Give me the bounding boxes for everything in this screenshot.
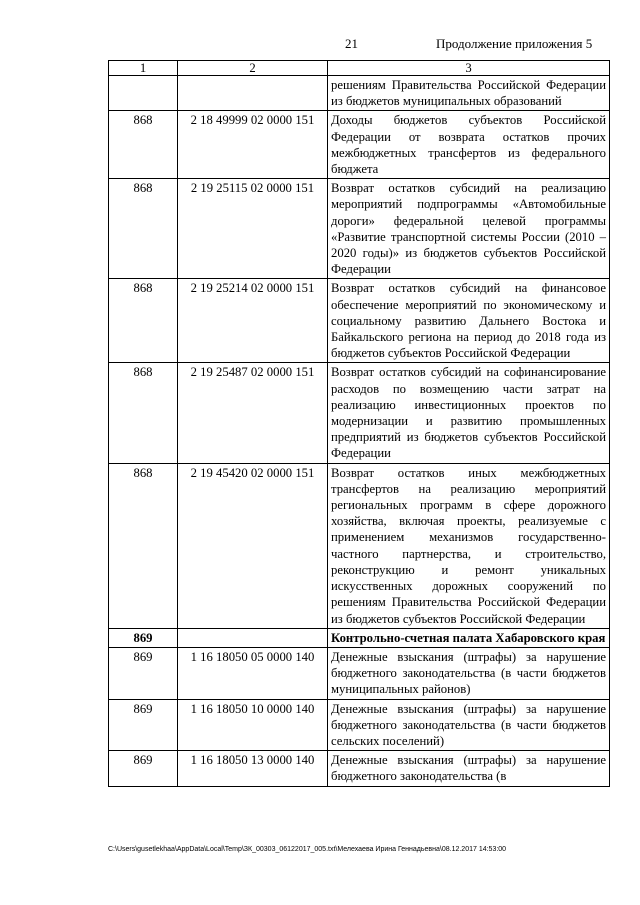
description-cell: решениям Правительства Российской Федерации из бюджетов муниципальных образований xyxy=(328,76,610,111)
admin-code-cell: 868 xyxy=(109,179,178,279)
table-row xyxy=(109,751,610,786)
revenue-codes-table xyxy=(108,60,610,787)
admin-code-cell: 869 xyxy=(109,628,178,647)
admin-code-cell: 868 xyxy=(109,111,178,179)
revenue-code-cell: 2 19 25487 02 0000 151 xyxy=(178,363,328,463)
description-cell: Возврат остатков субсидий на финансовое обеспечение мероприятий по экономическому и социальному развитию Дальнего Востока и Байкальского региона на период до 2018 года из бюджетов субъектов Российской Федерации xyxy=(328,279,610,363)
column-number: 3 xyxy=(328,61,610,76)
revenue-code-cell xyxy=(178,628,328,647)
description-cell: Денежные взыскания (штрафы) за нарушение бюджетного законодательства (в части бюджетов муниципальных районов) xyxy=(328,647,610,699)
admin-code-cell: 869 xyxy=(109,647,178,699)
table-row xyxy=(109,699,610,751)
description-cell: Доходы бюджетов субъектов Российской Федерации от возврата остатков прочих межбюджетных трансфертов из федерального бюджета xyxy=(328,111,610,179)
column-number-row xyxy=(109,61,610,76)
admin-code-cell: 868 xyxy=(109,363,178,463)
admin-code-cell: 868 xyxy=(109,463,178,628)
page-number: 21 xyxy=(345,36,358,51)
table-row xyxy=(109,76,610,111)
description-cell: Возврат остатков субсидий на софинансирование расходов по возмещению части затрат на реализацию инвестиционных проектов по модернизации и развитию промышленных предприятий из бюджетов субъектов Российской Федерации xyxy=(328,363,610,463)
table-row xyxy=(109,279,610,363)
description-cell: Возврат остатков субсидий на реализацию мероприятий подпрограммы «Автомобильные дороги» федеральной целевой программы «Развитие транспортной системы России (2010 – 2020 годы)» из бюджетов субъектов Российской Федерации xyxy=(328,179,610,279)
description-cell: Денежные взыскания (штрафы) за нарушение бюджетного законодательства (в части бюджетов сельских поселений) xyxy=(328,699,610,751)
revenue-code-cell: 1 16 18050 10 0000 140 xyxy=(178,699,328,751)
admin-code-cell xyxy=(109,76,178,111)
table-row xyxy=(109,647,610,699)
admin-code-cell: 868 xyxy=(109,279,178,363)
description-cell: Возврат остатков иных межбюджетных трансфертов на реализацию мероприятий региональных программ в сфере дорожного хозяйства, включая проекты, реализуемые с применением механизмов государственно-частного партнерства, и строительство, реконструкцию и ремонт уникальных искусственных дорожных сооружений по решениям Правительства Российской Федерации из бюджетов субъектов Российской Федерации xyxy=(328,463,610,628)
description-cell: Контрольно-счетная палата Хабаровского края xyxy=(328,628,610,647)
table-row xyxy=(109,179,610,279)
table-row xyxy=(109,111,610,179)
revenue-code-cell xyxy=(178,76,328,111)
revenue-code-cell: 1 16 18050 13 0000 140 xyxy=(178,751,328,786)
table-row xyxy=(109,363,610,463)
column-number: 2 xyxy=(178,61,328,76)
file-path-footer: C:\Users\gusetlekhaa\AppData\Local\Temp\ЗК_00303_06122017_005.txt\Мелехаева Ирина Геннадьевна\08.12.2017 14:53:00 xyxy=(108,846,507,853)
admin-code-cell: 869 xyxy=(109,699,178,751)
description-cell: Денежные взыскания (штрафы) за нарушение бюджетного законодательства (в xyxy=(328,751,610,786)
revenue-code-cell: 2 19 25115 02 0000 151 xyxy=(178,179,328,279)
column-number: 1 xyxy=(109,61,178,76)
continuation-heading: Продолжение приложения 5 xyxy=(436,36,593,51)
table-row xyxy=(109,463,610,628)
revenue-code-cell: 2 18 49999 02 0000 151 xyxy=(178,111,328,179)
admin-code-cell: 869 xyxy=(109,751,178,786)
revenue-code-cell: 2 19 25214 02 0000 151 xyxy=(178,279,328,363)
table-row xyxy=(109,628,610,647)
revenue-code-cell: 2 19 45420 02 0000 151 xyxy=(178,463,328,628)
revenue-code-cell: 1 16 18050 05 0000 140 xyxy=(178,647,328,699)
